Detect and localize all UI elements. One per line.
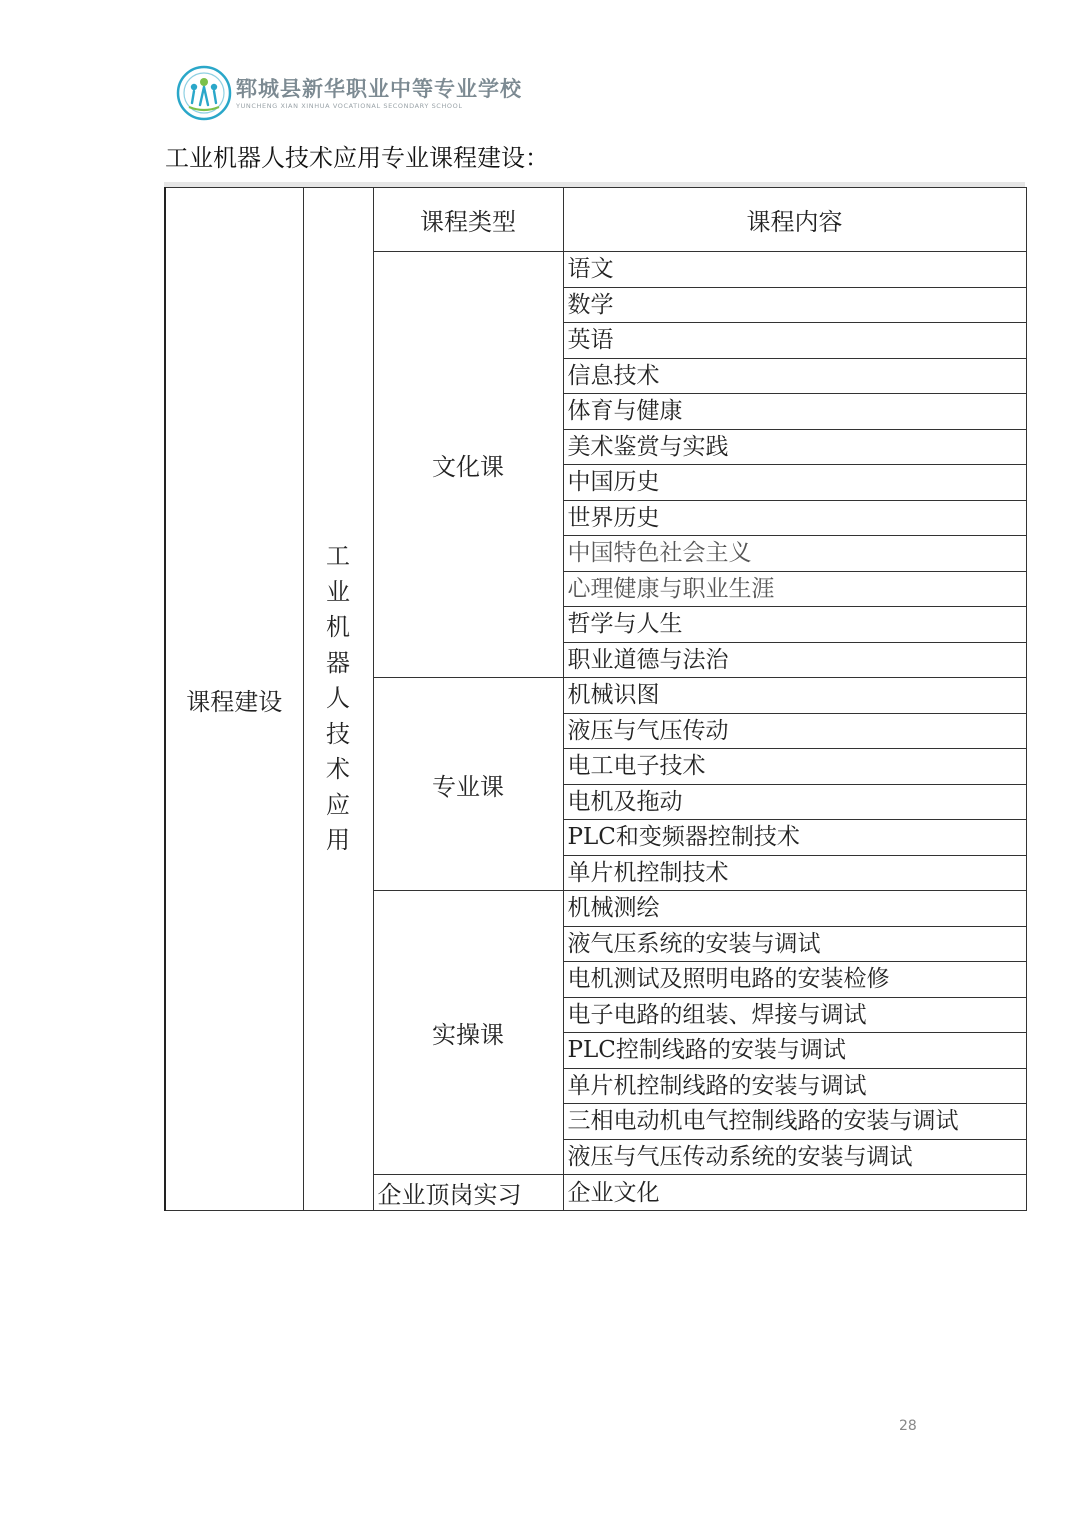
course-build-cell <box>165 188 303 1211</box>
section-title: 工业机器人技术应用专业课程建设： <box>165 144 549 172</box>
course-content-cell: 液压与气压传动 <box>563 713 1026 749</box>
col-header-type: 课程类型 <box>373 188 563 252</box>
category-cell: 企业顶岗实习 <box>373 1175 563 1211</box>
course-content-cell: 电机测试及照明电路的安装检修 <box>563 962 1026 998</box>
major-label: 工 业 机 器 人 技 术 应 用 <box>326 542 350 855</box>
category-cell: 文化课 <box>373 252 563 678</box>
course-content-cell: 中国历史 <box>563 465 1026 501</box>
school-name: 郓城县新华职业中等专业学校 <box>236 75 522 101</box>
course-table <box>164 187 1027 1211</box>
course-content-cell: 体育与健康 <box>563 394 1026 430</box>
course-content-cell: 语文 <box>563 252 1026 288</box>
school-header <box>176 64 522 122</box>
course-content-cell: 美术鉴赏与实践 <box>563 429 1026 465</box>
course-content-cell: 心理健康与职业生涯 <box>563 571 1026 607</box>
course-content-cell: 电子电路的组装、焊接与调试 <box>563 997 1026 1033</box>
course-content-cell: PLC控制线路的安装与调试 <box>563 1033 1026 1069</box>
course-content-cell: 哲学与人生 <box>563 607 1026 643</box>
course-content-cell: 企业文化 <box>563 1175 1026 1211</box>
course-content-cell: 信息技术 <box>563 358 1026 394</box>
course-content-cell: 中国特色社会主义 <box>563 536 1026 572</box>
course-content-cell: 机械识图 <box>563 678 1026 714</box>
table-header-row <box>165 188 1026 252</box>
col-header-content: 课程内容 <box>563 188 1026 252</box>
course-content-cell: 电机及拖动 <box>563 784 1026 820</box>
course-content-cell: 世界历史 <box>563 500 1026 536</box>
course-content-cell: 数学 <box>563 287 1026 323</box>
school-name-en: YUNCHENG XIAN XINHUA VOCATIONAL SECONDARY SCHOOL <box>236 101 463 110</box>
course-content-cell: 单片机控制线路的安装与调试 <box>563 1068 1026 1104</box>
school-emblem-icon <box>176 65 232 121</box>
course-content-cell: PLC和变频器控制技术 <box>563 820 1026 856</box>
major-cell <box>303 188 373 1211</box>
course-content-cell: 三相电动机电气控制线路的安装与调试 <box>563 1104 1026 1140</box>
course-content-cell: 液压与气压传动系统的安装与调试 <box>563 1139 1026 1175</box>
category-cell: 实操课 <box>373 891 563 1175</box>
course-content-cell: 英语 <box>563 323 1026 359</box>
course-content-cell: 单片机控制技术 <box>563 855 1026 891</box>
course-content-cell: 电工电子技术 <box>563 749 1026 785</box>
page-number: 28 <box>899 1418 917 1434</box>
course-content-cell: 职业道德与法治 <box>563 642 1026 678</box>
course-content-cell: 机械测绘 <box>563 891 1026 927</box>
course-content-cell: 液气压系统的安装与调试 <box>563 926 1026 962</box>
course-build-label: 课程建设 <box>186 687 283 716</box>
category-cell: 专业课 <box>373 678 563 891</box>
course-table-wrapper <box>164 187 1027 1211</box>
